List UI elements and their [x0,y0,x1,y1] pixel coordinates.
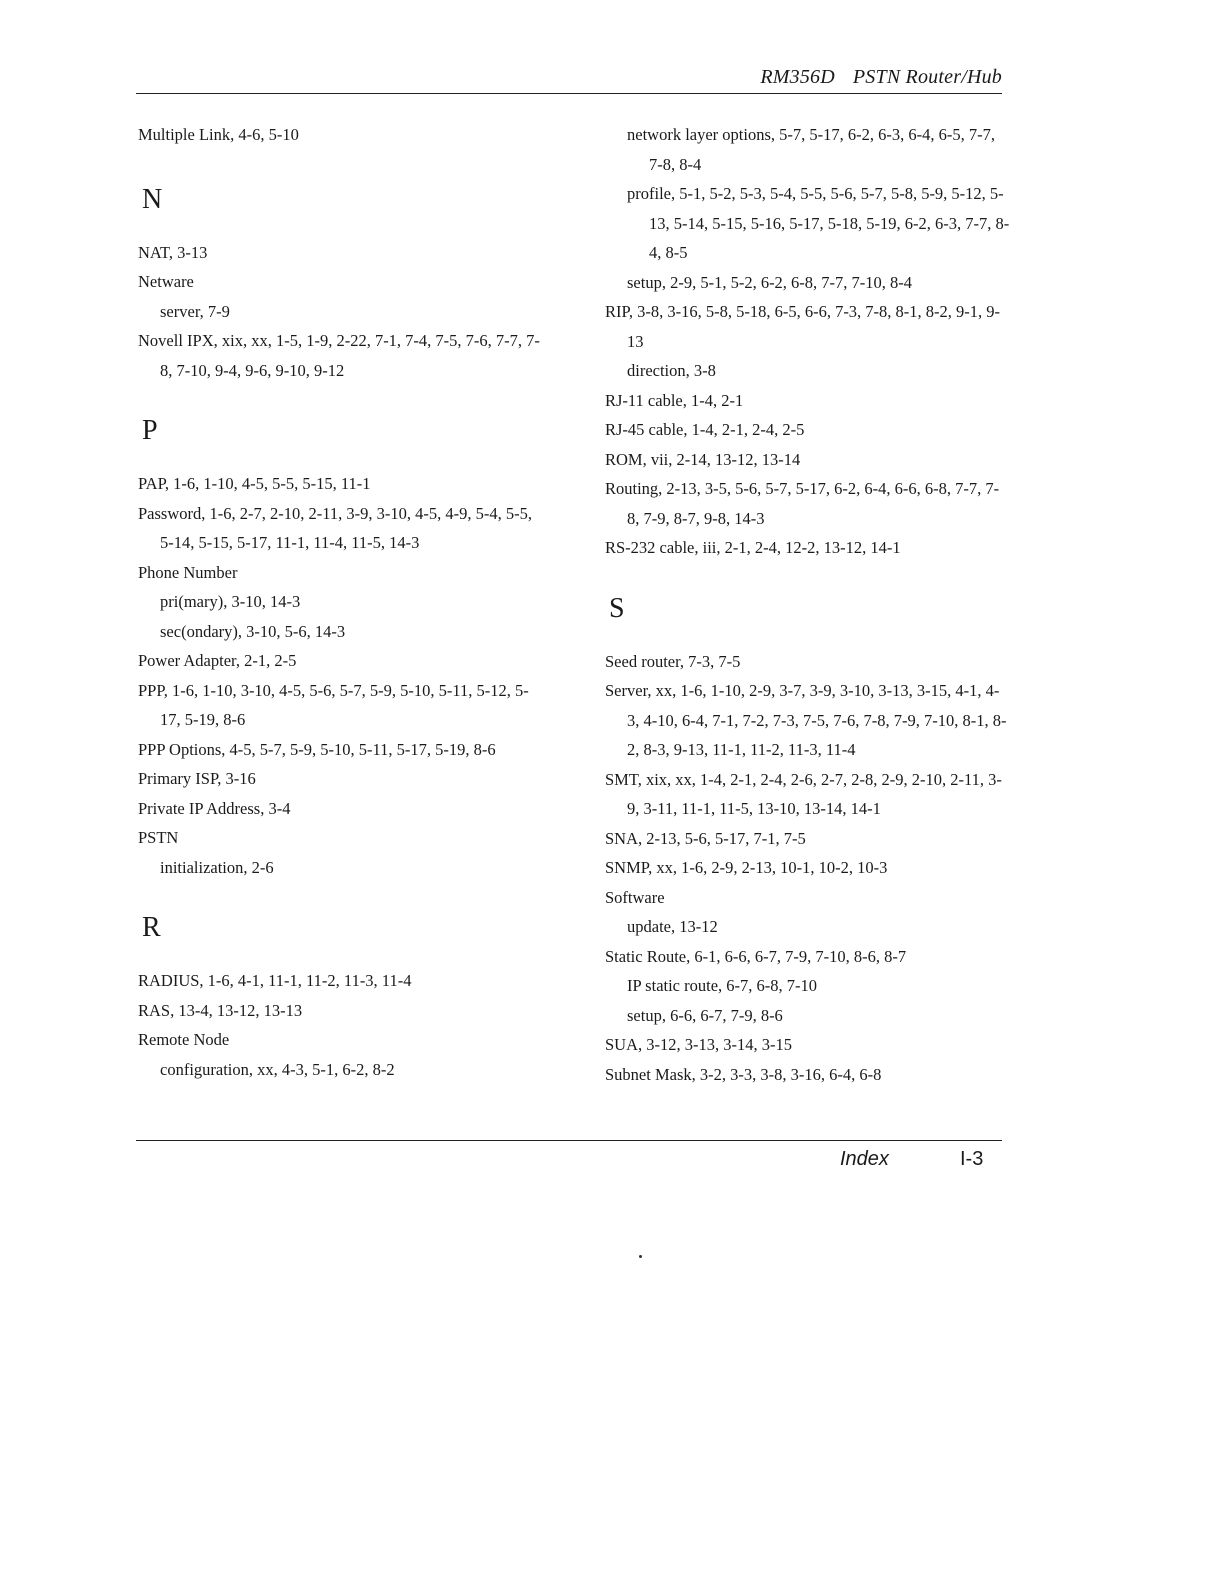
index-entry: Remote Node [138,1030,230,1049]
footer-rule [136,1140,1002,1141]
index-subentry: update, 13-12 [627,917,718,936]
index-subentry: network layer options, 5-7, 5-17, 6-2, 6-3, 6-4, 6-5, 7-7, 7-8, 8-4 [627,125,995,174]
index-entry: Static Route, 6-1, 6-6, 6-7, 7-9, 7-10, 8-6, 8-7 [605,946,907,966]
index-subentry: sec(ondary), 3-10, 5-6, 14-3 [160,621,346,641]
index-entry: Seed router, 7-3, 7-5 [605,651,741,671]
index-column-left [138,120,548,1084]
index-entry: Phone Number [138,562,238,582]
section-letter: N [142,183,163,215]
index-subentry: direction, 3-8 [627,361,716,380]
footer-page-number: I-3 [960,1148,984,1170]
index-entry: RADIUS, 1-6, 4-1, 11-1, 11-2, 11-3, 11-4 [138,971,412,990]
index-subentry: profile, 5-1, 5-2, 5-3, 5-4, 5-5, 5-6, 5-7, 5-8, 5-9, 5-12, 5-13, 5-14, 5-15, 5-16, 5-17, 5-18, 5-19, 6-2, 6-3, 7-7, 8-4, 8-5 [627,184,1010,262]
index-entry: Primary ISP, 3-16 [138,769,256,788]
index-entry: SNA, 2-13, 5-6, 5-17, 7-1, 7-5 [605,828,806,848]
index-entry: Software [605,887,665,907]
index-subentry: IP static route, 6-7, 6-8, 7-10 [627,976,818,995]
index-entry: PPP Options, 4-5, 5-7, 5-9, 5-10, 5-11, 5-17, 5-19, 8-6 [138,739,496,759]
index-entry: RJ-11 cable, 1-4, 2-1 [605,390,744,410]
index-entry: Power Adapter, 2-1, 2-5 [138,651,297,670]
header-model: RM356D [760,66,835,88]
section-letter: R [142,912,161,943]
index-column-right [605,120,1010,1089]
index-entry: Novell IPX, xix, xx, 1-5, 1-9, 2-22, 7-1, 7-4, 7-5, 7-6, 7-7, 7-8, 7-10, 9-4, 9-6, 9-10, 9-12 [138,331,540,380]
index-subentry: pri(mary), 3-10, 14-3 [160,592,301,611]
running-header [700,66,1002,89]
index-entry: SUA, 3-12, 3-13, 3-14, 3-15 [605,1035,792,1054]
index-subentry: setup, 6-6, 6-7, 7-9, 8-6 [627,1005,783,1025]
section-letter: S [609,592,625,624]
index-entry: Subnet Mask, 3-2, 3-3, 3-8, 3-16, 6-4, 6-8 [605,1064,882,1084]
index-subentry: initialization, 2-6 [160,857,274,877]
index-entry: RAS, 13-4, 13-12, 13-13 [138,1000,303,1020]
index-subentry: server, 7-9 [160,301,230,321]
index-entry: SMT, xix, xx, 1-4, 2-1, 2-4, 2-6, 2-7, 2-8, 2-9, 2-10, 2-11, 3-9, 3-11, 11-1, 11-5, 13-10, 13-14, 14-1 [605,769,1002,818]
index-entry: RJ-45 cable, 1-4, 2-1, 2-4, 2-5 [605,420,805,439]
index-subentry: setup, 2-9, 5-1, 5-2, 6-2, 6-8, 7-7, 7-10, 8-4 [627,272,913,292]
header-product: PSTN Router/Hub [852,66,1002,88]
index-entry: Server, xx, 1-6, 1-10, 2-9, 3-7, 3-9, 3-10, 3-13, 3-15, 4-1, 4-3, 4-10, 6-4, 7-1, 7-2, 7-3, 7-5, 7-6, 7-8, 7-9, 7-10, 8-1, 8-2, 8-3, 9-13, 11-1, 11-2, 11-3, 11-4 [605,681,1007,759]
index-entry: Multiple Link, 4-6, 5-10 [138,125,299,144]
index-entry: Private IP Address, 3-4 [138,798,291,818]
index-entry: RS-232 cable, iii, 2-1, 2-4, 12-2, 13-12, 14-1 [605,538,901,557]
index-entry: NAT, 3-13 [138,242,208,262]
section-letter: P [142,415,158,446]
index-entry: PAP, 1-6, 1-10, 4-5, 5-5, 5-15, 11-1 [138,474,371,493]
index-entry: RIP, 3-8, 3-16, 5-8, 5-18, 6-5, 6-6, 7-3, 7-8, 8-1, 8-2, 9-1, 9-13 [605,302,1001,351]
index-entry: PPP, 1-6, 1-10, 3-10, 4-5, 5-6, 5-7, 5-9, 5-10, 5-11, 5-12, 5-17, 5-19, 8-6 [138,680,529,729]
index-subentry: configuration, xx, 4-3, 5-1, 6-2, 8-2 [160,1059,395,1079]
index-entry: PSTN [138,828,179,847]
index-entry: Netware [138,272,194,291]
index-entry: ROM, vii, 2-14, 13-12, 13-14 [605,449,801,469]
index-entry: Password, 1-6, 2-7, 2-10, 2-11, 3-9, 3-10, 4-5, 4-9, 5-4, 5-5, 5-14, 5-15, 5-17, 11-1, 11-4, 11-5, 14-3 [138,503,532,552]
header-rule [136,93,1002,94]
footer-section-label: Index [840,1148,889,1170]
scan-speck [639,1255,642,1258]
index-entry: Routing, 2-13, 3-5, 5-6, 5-7, 5-17, 6-2, 6-4, 6-6, 6-8, 7-7, 7-8, 7-9, 8-7, 9-8, 14-3 [605,479,1000,528]
index-entry: SNMP, xx, 1-6, 2-9, 2-13, 10-1, 10-2, 10-3 [605,858,888,877]
